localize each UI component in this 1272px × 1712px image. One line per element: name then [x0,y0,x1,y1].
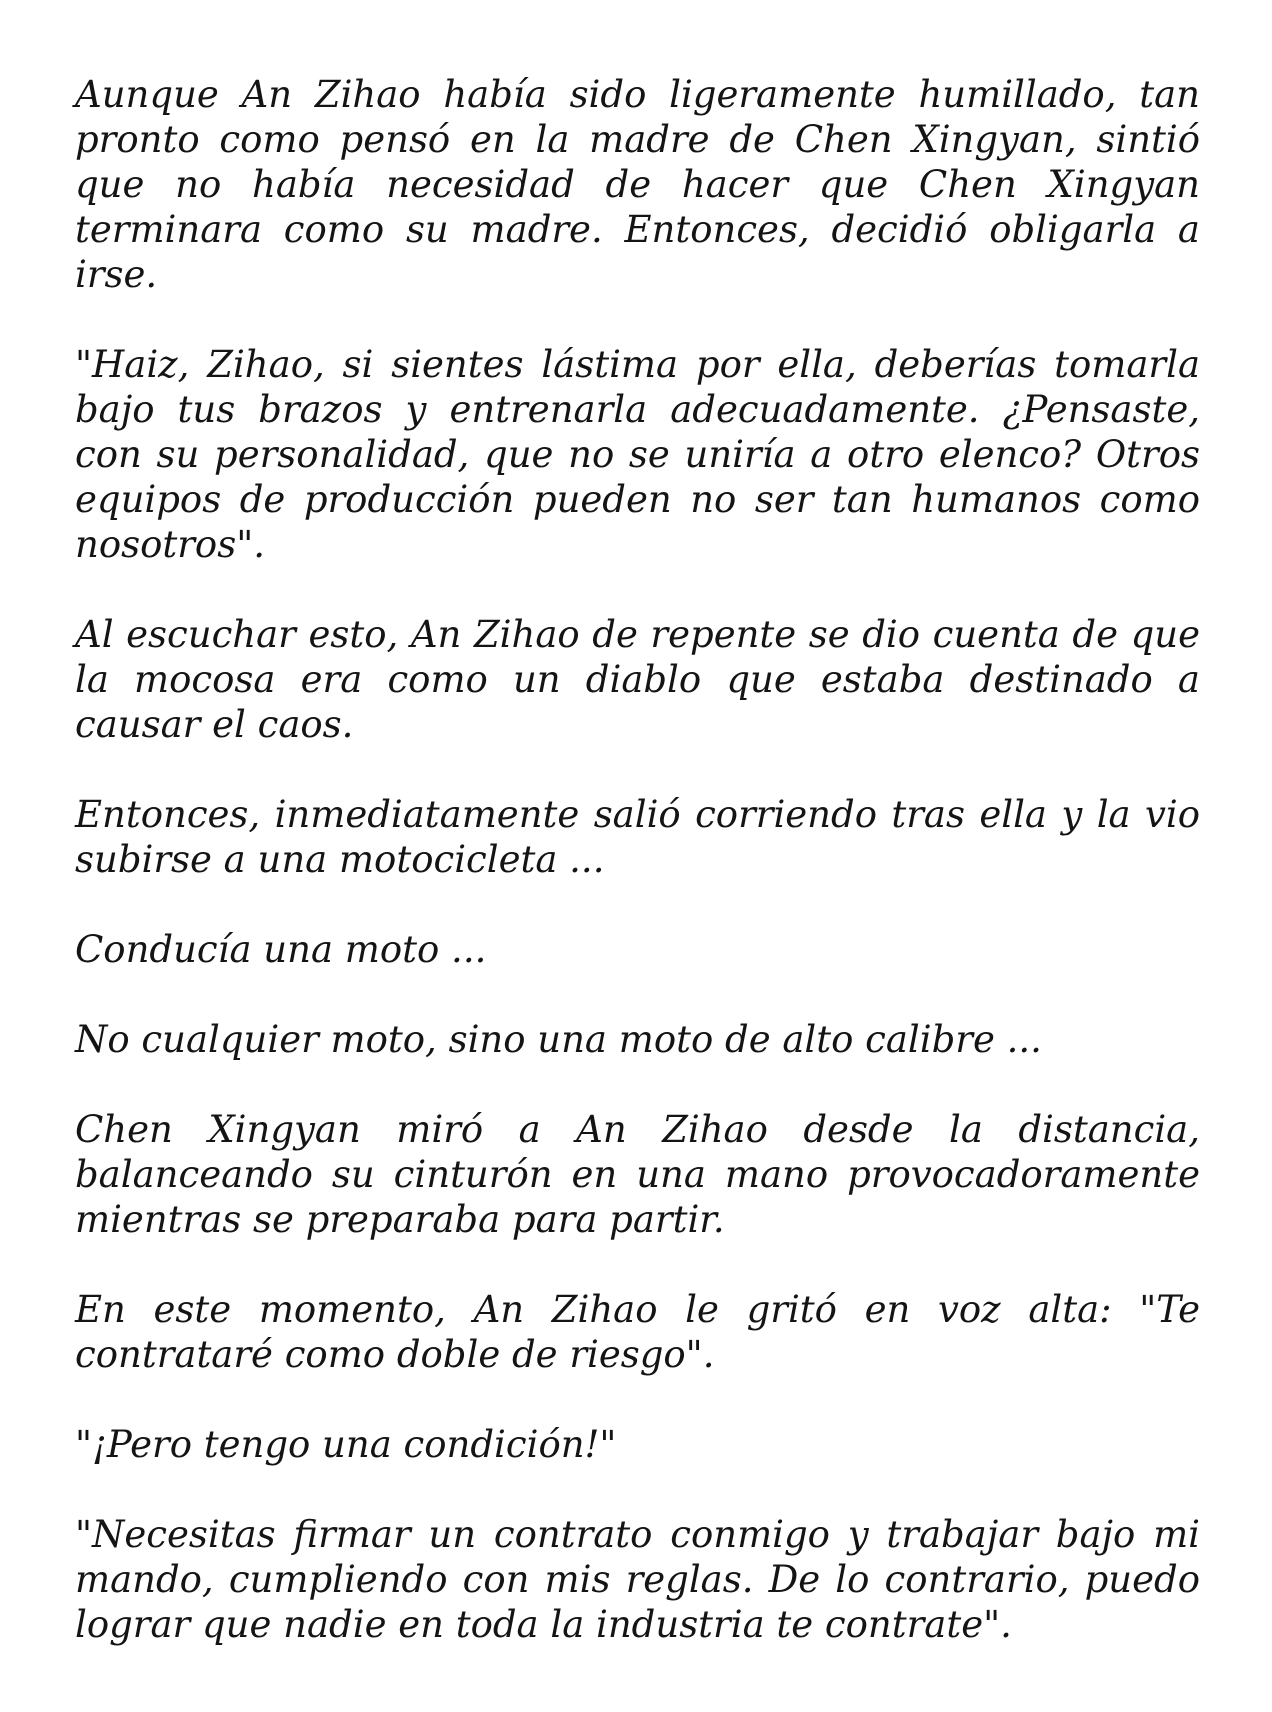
document-body [75,72,1200,1647]
paragraph: Chen Xingyan miró a An Zihao desde la distancia, balanceando su cinturón en una mano provocadoramente mientras se preparaba para partir. [75,1108,1200,1241]
paragraph: "Haiz, Zihao, si sientes lástima por ella, deberías tomarla bajo tus brazos y entrenarla adecuadamente. ¿Pensaste, con su personalidad, que no se uniría a otro elenco? Otros equipos de producción pueden no ser tan humanos como nosotros". [75,343,1200,566]
paragraph: Aunque An Zihao había sido ligeramente humillado, tan pronto como pensó en la madre de Chen Xingyan, sintió que no había necesidad de hacer que Chen Xingyan terminara como su madre. Entonces, decidió obligarla a irse. [75,73,1200,296]
paragraph: No cualquier moto, sino una moto de alto calibre ... [75,1018,1042,1061]
paragraph: Al escuchar esto, An Zihao de repente se dio cuenta de que la mocosa era como un diablo que estaba destinado a causar el caos. [75,613,1200,746]
paragraph: En este momento, An Zihao le gritó en voz alta: "Te contrataré como doble de riesgo". [75,1288,1200,1376]
paragraph: "¡Pero tengo una condición!" [75,1423,617,1466]
paragraph: Conducía una moto ... [75,928,487,971]
paragraph: Entonces, inmediatamente salió corriendo tras ella y la vio subirse a una motocicleta ... [75,793,1200,881]
paragraph: "Necesitas firmar un contrato conmigo y trabajar bajo mi mando, cumpliendo con mis reglas. De lo contrario, puedo lograr que nadie en toda la industria te contrate". [75,1513,1200,1646]
